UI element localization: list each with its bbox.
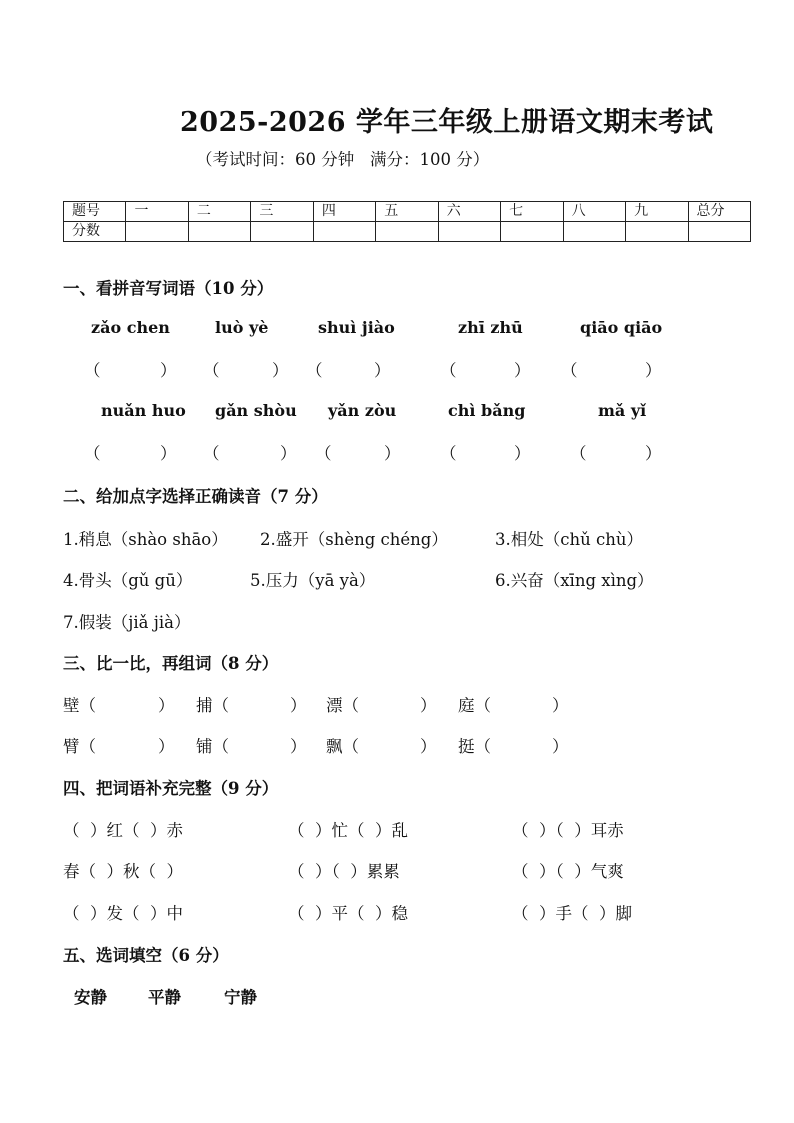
score-table-score-row — [64, 222, 751, 242]
pinyin-item: shuì jiào — [318, 318, 395, 337]
pinyin-item: chì bǎng — [448, 401, 526, 420]
answer-paren-open: （ — [306, 361, 323, 380]
reading-item: 1.稍息（shào shāo） — [63, 530, 228, 549]
answer-paren-close: ） — [384, 444, 401, 463]
answer-paren-open: （ — [440, 361, 457, 380]
section-1-heading: 一、看拼音写词语（10 分） — [63, 279, 274, 298]
answer-paren-close: ） — [374, 361, 391, 380]
section-3-heading: 三、比一比，再组词（8 分） — [63, 654, 279, 673]
idiom-item: （ ）（ ）累累 — [288, 862, 400, 881]
section-2-heading: 二、给加点字选择正确读音（7 分） — [63, 487, 328, 506]
reading-item: 2.盛开（shèng chéng） — [260, 530, 448, 549]
exam-title: 2025-2026 学年三年级上册语文期末考试 — [180, 107, 714, 138]
score-input-cell[interactable] — [438, 222, 500, 242]
compare-paren-close: ） — [420, 737, 437, 756]
pinyin-item: mǎ yǐ — [598, 401, 647, 420]
idiom-item: （ ）平（ ）稳 — [288, 904, 408, 923]
compare-paren-close: ） — [552, 737, 569, 756]
score-input-cell[interactable] — [563, 222, 625, 242]
section-5-heading: 五、选词填空（6 分） — [63, 946, 229, 965]
score-input-cell[interactable] — [626, 222, 688, 242]
pinyin-item: gǎn shòu — [215, 401, 297, 420]
compare-char: 壁（ — [63, 696, 96, 715]
score-input-cell[interactable] — [313, 222, 375, 242]
pinyin-item: qiāo qiāo — [580, 318, 663, 337]
compare-char: 挺（ — [458, 737, 491, 756]
compare-char: 臂（ — [63, 737, 96, 756]
compare-char: 铺（ — [196, 737, 229, 756]
pinyin-item: luò yè — [215, 318, 269, 337]
reading-item: 6.兴奋（xīng xìng） — [495, 571, 654, 590]
idiom-item: （ ）发（ ）中 — [63, 904, 183, 923]
answer-paren-close: ） — [645, 444, 662, 463]
score-table-cell: 一 — [126, 202, 188, 222]
score-table — [63, 201, 751, 242]
answer-paren-open: （ — [561, 361, 578, 380]
answer-paren-close: ） — [160, 444, 177, 463]
score-table-cell: 七 — [501, 202, 563, 222]
pinyin-item: nuǎn huo — [101, 401, 186, 420]
section-4-heading: 四、把词语补充完整（9 分） — [63, 779, 279, 798]
score-input-cell[interactable] — [688, 222, 750, 242]
compare-char: 捕（ — [196, 696, 229, 715]
idiom-item: （ ）（ ）气爽 — [512, 862, 624, 881]
answer-paren-open: （ — [570, 444, 587, 463]
answer-paren-open: （ — [440, 444, 457, 463]
reading-item: 7.假装（jiǎ jià） — [63, 613, 191, 632]
score-table-cell: 二 — [188, 202, 250, 222]
score-table-cell: 四 — [313, 202, 375, 222]
score-table-cell: 六 — [438, 202, 500, 222]
compare-char: 漂（ — [326, 696, 359, 715]
score-input-cell[interactable] — [376, 222, 438, 242]
score-table-cell: 九 — [626, 202, 688, 222]
reading-item: 3.相处（chǔ chù） — [495, 530, 643, 549]
answer-paren-close: ） — [645, 361, 662, 380]
answer-paren-open: （ — [84, 361, 101, 380]
score-input-cell[interactable] — [501, 222, 563, 242]
pinyin-item: zǎo chen — [91, 318, 170, 337]
exam-subtitle: （考试时间：60 分钟 满分：100 分） — [196, 150, 490, 169]
answer-paren-close: ） — [514, 361, 531, 380]
idiom-item: （ ）（ ）耳赤 — [512, 821, 624, 840]
answer-paren-close: ） — [514, 444, 531, 463]
score-table-cell: 八 — [563, 202, 625, 222]
answer-paren-close: ） — [272, 361, 289, 380]
idiom-item: （ ）手（ ）脚 — [512, 904, 632, 923]
compare-paren-close: ） — [290, 696, 307, 715]
score-table-header-row — [64, 202, 751, 222]
score-table-cell: 分数 — [64, 222, 126, 242]
answer-paren-close: ） — [160, 361, 177, 380]
compare-paren-close: ） — [420, 696, 437, 715]
score-table-cell: 题号 — [64, 202, 126, 222]
idiom-item: （ ）忙（ ）乱 — [288, 821, 408, 840]
idiom-item: （ ）红（ ）赤 — [63, 821, 183, 840]
compare-paren-close: ） — [552, 696, 569, 715]
score-table-cell: 三 — [251, 202, 313, 222]
reading-item: 4.骨头（gǔ gū） — [63, 571, 193, 590]
compare-paren-close: ） — [158, 696, 175, 715]
answer-paren-open: （ — [315, 444, 332, 463]
score-input-cell[interactable] — [126, 222, 188, 242]
score-input-cell[interactable] — [188, 222, 250, 242]
score-input-cell[interactable] — [251, 222, 313, 242]
pinyin-item: yǎn zòu — [328, 401, 397, 420]
pinyin-item: zhī zhū — [458, 318, 523, 337]
word-choice: 安静 — [74, 988, 107, 1007]
idiom-item: 春（ ）秋（ ） — [63, 862, 183, 881]
word-choice: 宁静 — [224, 988, 257, 1007]
compare-paren-close: ） — [290, 737, 307, 756]
answer-paren-open: （ — [203, 444, 220, 463]
answer-paren-open: （ — [203, 361, 220, 380]
score-table-cell: 总分 — [688, 202, 750, 222]
answer-paren-close: ） — [280, 444, 297, 463]
reading-item: 5.压力（yā yà） — [250, 571, 376, 590]
word-choice: 平静 — [148, 988, 181, 1007]
compare-paren-close: ） — [158, 737, 175, 756]
answer-paren-open: （ — [84, 444, 101, 463]
score-table-cell: 五 — [376, 202, 438, 222]
compare-char: 庭（ — [458, 696, 491, 715]
compare-char: 飘（ — [326, 737, 359, 756]
